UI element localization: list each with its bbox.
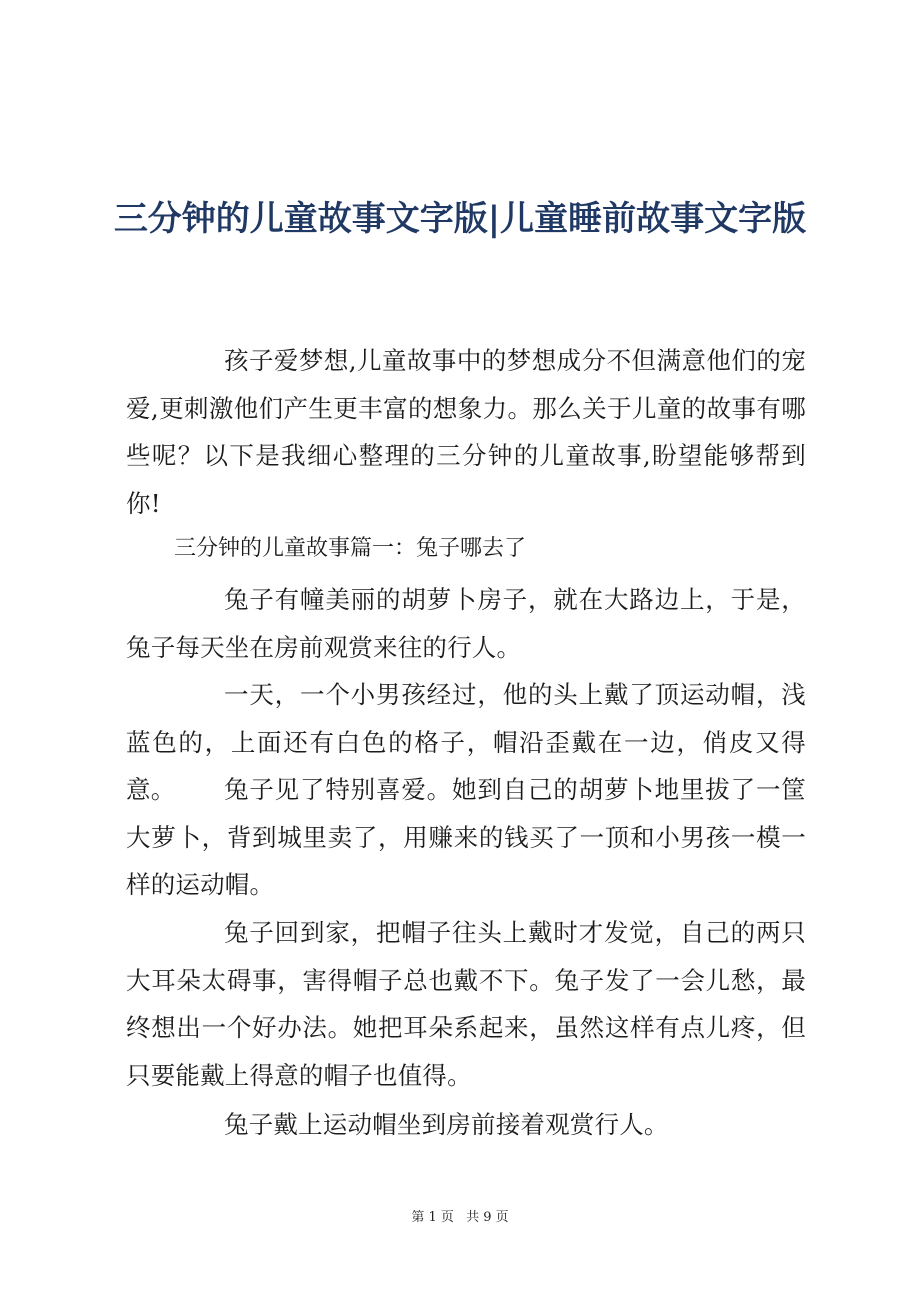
story-paragraph-2: 一天，一个小男孩经过，他的头上戴了顶运动帽，浅蓝色的，上面还有白色的格子，帽沿歪戴在一边，俏皮又得意。 (126, 680, 806, 804)
story-paragraph-4: 兔子回到家，把帽子往头上戴时才发觉，自己的两只大耳朵太碍事，害得帽子总也戴不下。兔子发了一会儿愁，最终想出一个好办法。她把耳朵系起来，虽然这样有点儿疼，但只要能戴上得意的帽子也值得。 (126, 918, 806, 1090)
section-heading: 三分钟的儿童故事篇一：兔子哪去了 (174, 536, 527, 561)
story-paragraph-5: 兔子戴上运动帽坐到房前接着观赏行人。 (224, 1110, 669, 1139)
page-number: 第 1 页 (411, 1210, 454, 1225)
page-total: 共 9 页 (466, 1210, 509, 1225)
page-footer (0, 1206, 920, 1225)
intro-paragraph: 孩子爱梦想,儿童故事中的梦想成分不但满意他们的宠爱,更刺激他们产生更丰富的想象力。那么关于儿童的故事有哪些呢？以下是我细心整理的三分钟的儿童故事,盼望能够帮到你! (126, 346, 806, 518)
story-paragraph-3: 兔子见了特别喜爱。她到自己的胡萝卜地里拔了一筐大萝卜，背到城里卖了，用赚来的钱买了一顶和小男孩一模一样的运动帽。 (126, 775, 806, 899)
story-paragraph-1: 兔子有幢美丽的胡萝卜房子，就在大路边上，于是，兔子每天坐在房前观赏来往的行人。 (126, 585, 806, 662)
document-title: 三分钟的儿童故事文字版|儿童睡前故事文字版 (113, 199, 807, 239)
